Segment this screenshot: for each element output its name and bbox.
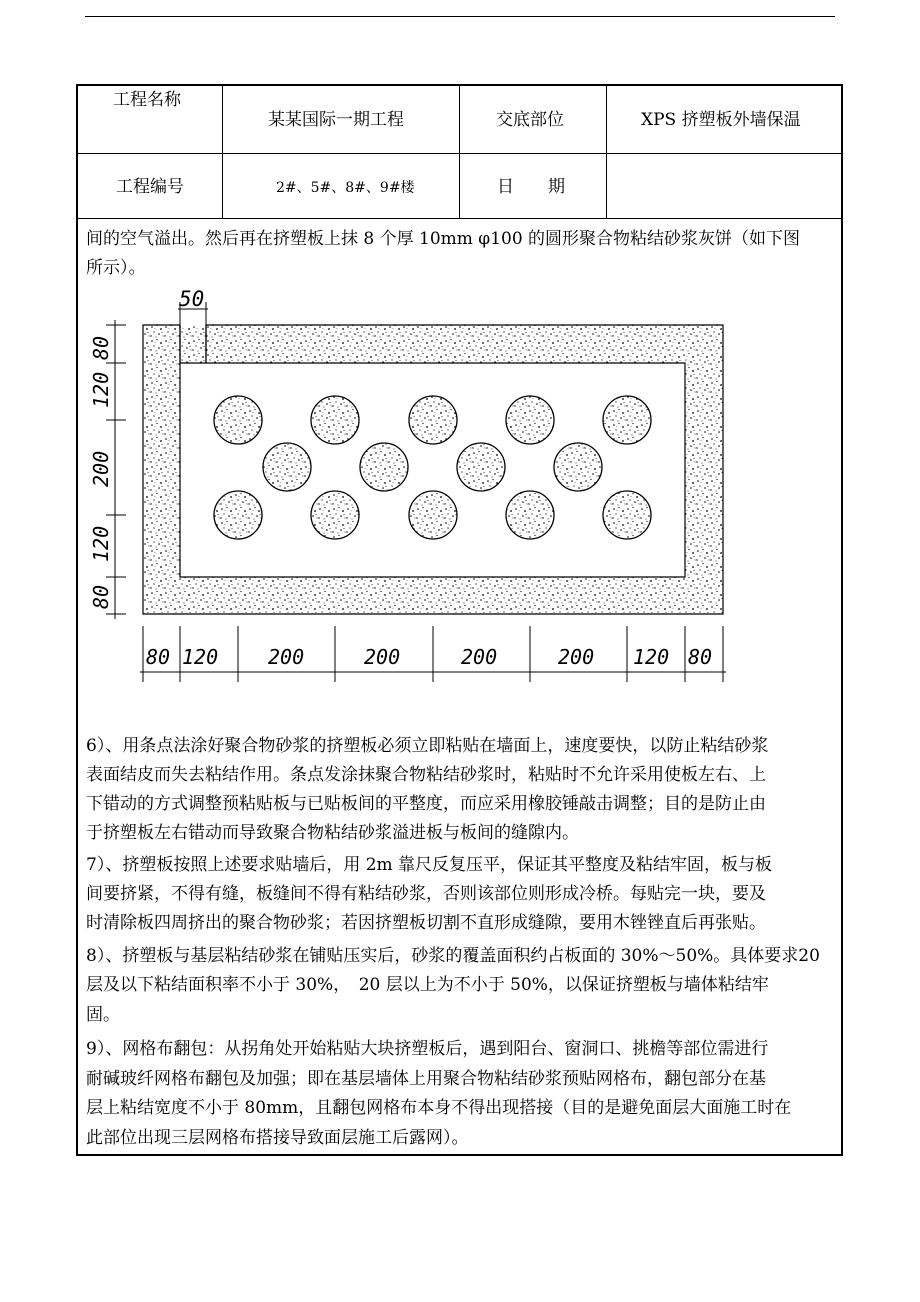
handover-part-value: XPS 挤塑板外墙保温 [641, 110, 801, 130]
left-dim-label: 80 [89, 335, 113, 360]
body-line: 此部位出现三层网格布搭接导致面层施工后露网）。 [86, 1128, 469, 1148]
body-line: 层上粘结宽度不小于 80mm，且翻包网格布本身不得出现搭接（目的是避免面层大面施工时在 [86, 1098, 792, 1118]
adhesive-layout-diagram [80, 282, 730, 687]
bottom-dim-label: 200 [364, 645, 401, 669]
adhesive-dabs [214, 396, 651, 539]
adhesive-dab [506, 491, 554, 539]
intro-line: 所示）。 [86, 258, 146, 278]
adhesive-dab [409, 396, 457, 444]
bottom-dim-label: 200 [558, 645, 595, 669]
handover-part-label: 交底部位 [496, 110, 564, 130]
body-line: 固。 [86, 1005, 120, 1025]
body-line: 于挤塑板左右错动而导致聚合物粘结砂浆溢进板与板间的缝隙内。 [86, 823, 579, 843]
bottom-dim-label: 120 [633, 645, 670, 669]
left-dim-label: 80 [89, 584, 113, 609]
adhesive-dab [360, 443, 408, 491]
body-line: 间要挤紧，不得有缝，板缝间不得有粘结砂浆，否则该部位则形成冷桥。每贴完一块，要及 [86, 884, 766, 904]
adhesive-dab [409, 491, 457, 539]
adhesive-dab [311, 491, 359, 539]
header-divider [222, 85, 223, 219]
project-no-label: 工程编号 [116, 177, 184, 197]
project-name-value: 某某国际一期工程 [268, 110, 404, 130]
project-no-value: 2#、5#、8#、9#楼 [276, 180, 415, 196]
bottom-dim-label: 120 [182, 645, 219, 669]
header-divider [606, 85, 607, 219]
body-line: 6）、用条点法涂好聚合物砂浆的挤塑板必须立即粘贴在墙面上，速度要快，以防止粘结砂浆 [86, 736, 769, 756]
adhesive-dab [603, 491, 651, 539]
top-dim-label: 50 [179, 287, 205, 311]
header-divider [459, 85, 460, 219]
bottom-dim-label: 200 [268, 645, 305, 669]
bottom-dim-label: 200 [461, 645, 498, 669]
intro-line: 间的空气溢出。然后再在挤塑板上抹 8 个厚 10mm φ100 的圆形聚合物粘结砂浆灰饼（如下图 [86, 229, 801, 249]
body-line: 9）、网格布翻包：从拐角处开始粘贴大块挤塑板后，遇到阳台、窗洞口、挑檐等部位需进行 [86, 1039, 769, 1059]
adhesive-dab [554, 443, 602, 491]
left-dim-label: 120 [89, 525, 113, 562]
body-line: 下错动的方式调整预粘贴板与已贴板间的平整度，而应采用橡胶锤敲击调整；目的是防止由 [86, 794, 766, 814]
body-line: 耐碱玻纤网格布翻包及加强；即在基层墙体上用聚合物粘结砂浆预贴网格布，翻包部分在基 [86, 1069, 766, 1089]
left-dim-label: 200 [89, 450, 113, 487]
adhesive-dab [506, 396, 554, 444]
body-line: 8）、挤塑板与基层粘结砂浆在铺贴压实后，砂浆的覆盖面积约占板面的 30%～50%。具体要求20 [86, 946, 820, 966]
body-line: 7）、挤塑板按照上述要求贴墙后，用 2m 靠尺反复压平，保证其平整度及粘结牢固，板与板 [86, 855, 773, 875]
body-line: 表面结皮而失去粘结作用。条点发涂抹聚合物粘结砂浆时，粘贴时不允许采用使板左右、上 [86, 765, 766, 785]
adhesive-dab [214, 491, 262, 539]
adhesive-border-strip [143, 325, 723, 614]
bottom-dim-label: 80 [688, 645, 713, 669]
adhesive-dab [263, 443, 311, 491]
body-line: 层及以下粘结面积率不小于 30%， 20 层以上为不小于 50%，以保证挤塑板与墙体粘结牢 [86, 975, 769, 995]
adhesive-dab [603, 396, 651, 444]
date-label: 日 期 [497, 177, 565, 197]
bottom-dim-label: 80 [146, 645, 171, 669]
air-gap [180, 324, 206, 326]
page-top-rule [85, 16, 835, 17]
left-dim-label: 120 [89, 371, 113, 408]
adhesive-dab [214, 396, 262, 444]
project-name-label: 工程名称 [113, 90, 181, 110]
adhesive-dab [457, 443, 505, 491]
adhesive-dab [311, 396, 359, 444]
header-divider [77, 218, 842, 219]
body-line: 时清除板四周挤出的聚合物砂浆；若因挤塑板切割不直形成缝隙，要用木锉锉直后再张贴。 [86, 913, 766, 933]
header-divider [77, 153, 842, 154]
